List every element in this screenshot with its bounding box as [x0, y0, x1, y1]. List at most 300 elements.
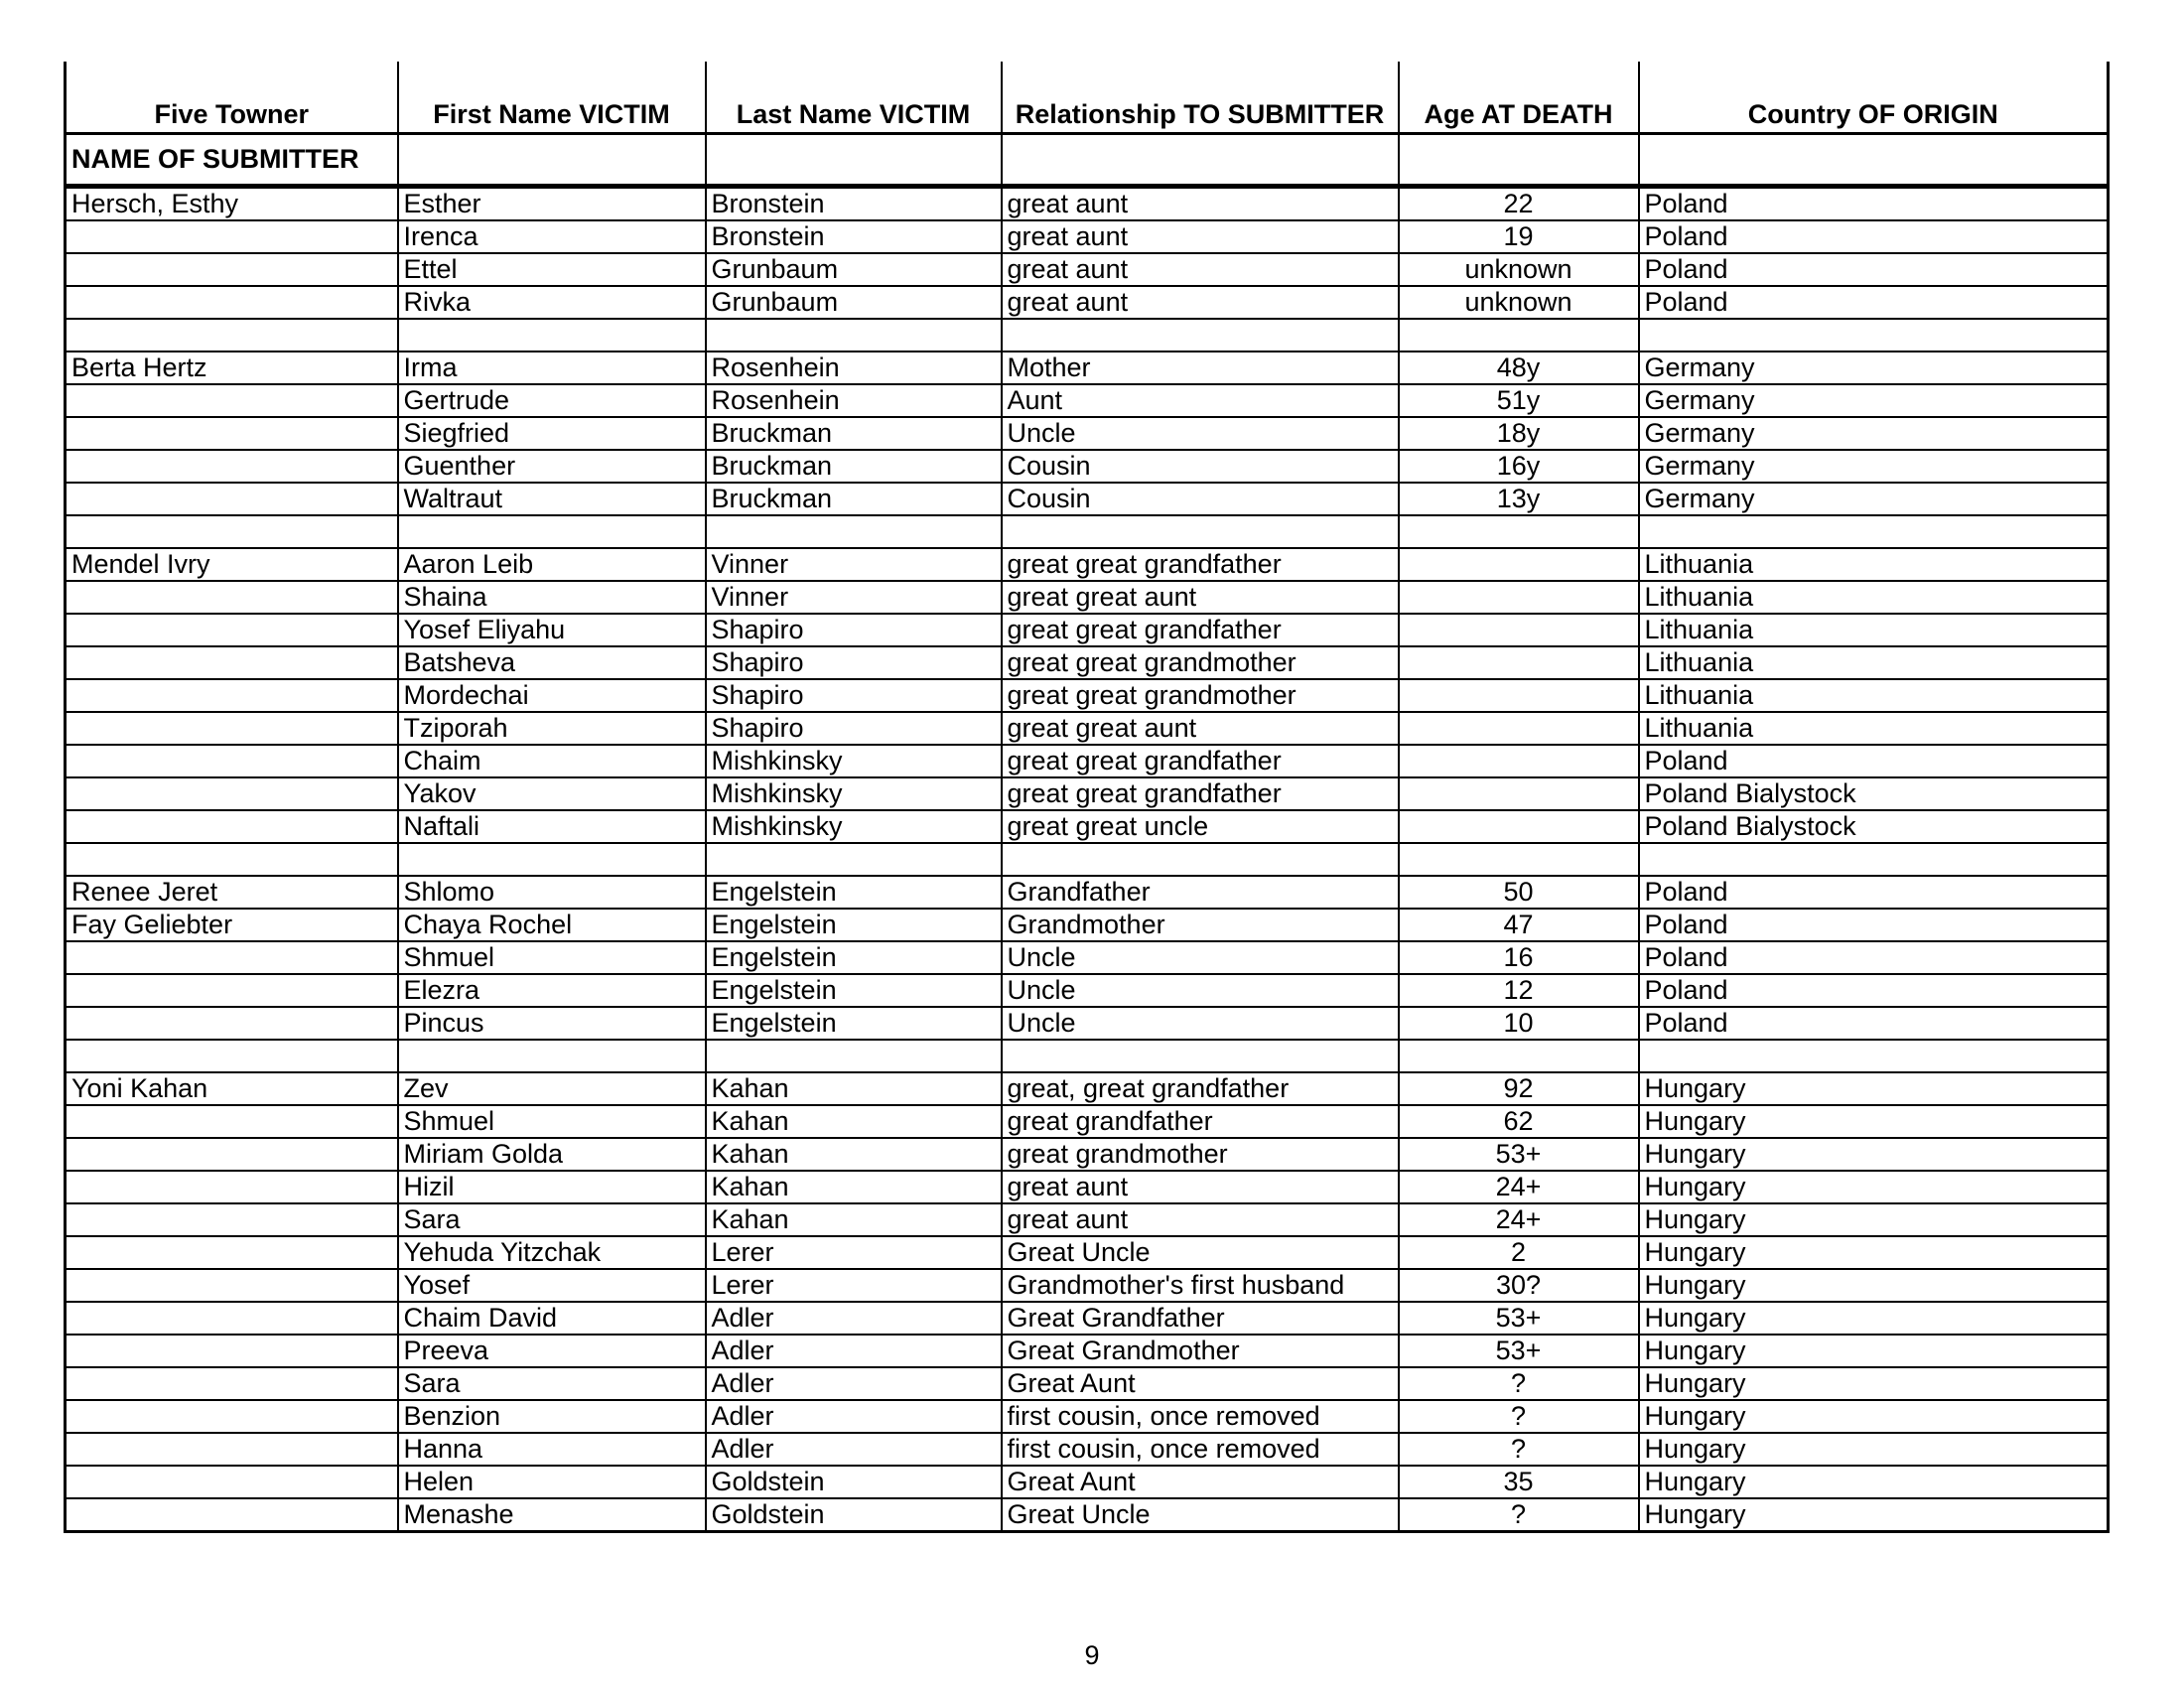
relationship-cell: Aunt [1002, 384, 1399, 417]
last-name-cell: Bruckman [706, 417, 1002, 450]
age-cell: 19 [1399, 220, 1639, 253]
last-name-cell: Shapiro [706, 646, 1002, 679]
age-cell [1399, 777, 1639, 810]
table-row [66, 417, 2109, 450]
submitter-cell [66, 1236, 398, 1269]
submitter-cell [66, 1335, 398, 1367]
age-cell [1399, 810, 1639, 843]
table-row [66, 1203, 2109, 1236]
first-name-cell: Yehuda Yitzchak [398, 1236, 706, 1269]
submitter-cell [66, 515, 398, 548]
first-name-cell: Tziporah [398, 712, 706, 745]
relationship-cell: great aunt [1002, 187, 1399, 221]
table-row [66, 810, 2109, 843]
first-name-cell: Shaina [398, 581, 706, 614]
submitter-cell [66, 1040, 398, 1072]
age-cell: 10 [1399, 1007, 1639, 1040]
age-cell: unknown [1399, 286, 1639, 319]
first-name-cell [398, 1040, 706, 1072]
first-name-cell: Aaron Leib [398, 548, 706, 581]
country-cell: Poland [1639, 220, 2109, 253]
header-five-towner: Five Towner [66, 62, 398, 134]
age-cell: 30? [1399, 1269, 1639, 1302]
table-row [66, 581, 2109, 614]
first-name-cell: Hanna [398, 1433, 706, 1466]
submitter-cell [66, 843, 398, 876]
table-row [66, 1466, 2109, 1498]
last-name-cell: Bruckman [706, 450, 1002, 483]
submitter-cell [66, 1400, 398, 1433]
country-cell: Hungary [1639, 1400, 2109, 1433]
relationship-cell: Grandmother's first husband [1002, 1269, 1399, 1302]
age-cell: 16 [1399, 941, 1639, 974]
last-name-cell: Bronstein [706, 220, 1002, 253]
last-name-cell: Rosenhein [706, 352, 1002, 384]
relationship-cell: first cousin, once removed [1002, 1400, 1399, 1433]
country-cell: Poland [1639, 909, 2109, 941]
first-name-cell [398, 843, 706, 876]
submitter-cell [66, 1203, 398, 1236]
table-row [66, 1138, 2109, 1171]
submitter-cell: Yoni Kahan [66, 1072, 398, 1105]
relationship-cell: Uncle [1002, 417, 1399, 450]
first-name-cell: Chaya Rochel [398, 909, 706, 941]
submitter-cell: Berta Hertz [66, 352, 398, 384]
last-name-cell: Adler [706, 1400, 1002, 1433]
table-row [66, 843, 2109, 876]
age-cell: 92 [1399, 1072, 1639, 1105]
country-cell: Hungary [1639, 1367, 2109, 1400]
country-cell: Germany [1639, 483, 2109, 515]
first-name-cell: Mordechai [398, 679, 706, 712]
country-cell: Germany [1639, 417, 2109, 450]
age-cell [1399, 646, 1639, 679]
country-cell: Poland [1639, 745, 2109, 777]
last-name-cell: Adler [706, 1433, 1002, 1466]
relationship-cell: Mother [1002, 352, 1399, 384]
age-cell: 53+ [1399, 1302, 1639, 1335]
age-cell: 47 [1399, 909, 1639, 941]
last-name-cell: Vinner [706, 581, 1002, 614]
table-row [66, 384, 2109, 417]
country-cell: Lithuania [1639, 614, 2109, 646]
relationship-cell: great aunt [1002, 220, 1399, 253]
age-cell: 53+ [1399, 1138, 1639, 1171]
submitter-cell [66, 384, 398, 417]
relationship-cell: Cousin [1002, 483, 1399, 515]
submitter-cell [66, 1171, 398, 1203]
last-name-cell: Rosenhein [706, 384, 1002, 417]
submitter-cell: Fay Geliebter [66, 909, 398, 941]
last-name-cell: Bruckman [706, 483, 1002, 515]
last-name-cell: Lerer [706, 1269, 1002, 1302]
age-cell [1399, 614, 1639, 646]
submitter-cell [66, 483, 398, 515]
country-cell: Hungary [1639, 1269, 2109, 1302]
first-name-cell: Shlomo [398, 876, 706, 909]
relationship-cell: Uncle [1002, 941, 1399, 974]
first-name-cell: Yosef [398, 1269, 706, 1302]
last-name-cell: Goldstein [706, 1466, 1002, 1498]
table-row [66, 876, 2109, 909]
table-row [66, 450, 2109, 483]
submitter-cell [66, 679, 398, 712]
relationship-cell: great great grandfather [1002, 548, 1399, 581]
country-cell: Hungary [1639, 1466, 2109, 1498]
first-name-cell: Waltraut [398, 483, 706, 515]
age-cell: 2 [1399, 1236, 1639, 1269]
last-name-cell: Mishkinsky [706, 777, 1002, 810]
submitter-cell: Renee Jeret [66, 876, 398, 909]
last-name-cell: Vinner [706, 548, 1002, 581]
age-cell: 12 [1399, 974, 1639, 1007]
first-name-cell: Hizil [398, 1171, 706, 1203]
age-cell: 51y [1399, 384, 1639, 417]
relationship-cell: Grandfather [1002, 876, 1399, 909]
country-cell: Germany [1639, 450, 2109, 483]
submitter-cell [66, 1367, 398, 1400]
table-row [66, 286, 2109, 319]
subheader-empty-cell [1639, 134, 2109, 187]
last-name-cell: Shapiro [706, 614, 1002, 646]
country-cell [1639, 515, 2109, 548]
table-row [66, 515, 2109, 548]
relationship-cell: great great aunt [1002, 712, 1399, 745]
last-name-cell: Adler [706, 1367, 1002, 1400]
last-name-cell: Engelstein [706, 941, 1002, 974]
relationship-cell: great aunt [1002, 1203, 1399, 1236]
table-row [66, 1105, 2109, 1138]
age-cell: 16y [1399, 450, 1639, 483]
last-name-cell [706, 515, 1002, 548]
first-name-cell: Benzion [398, 1400, 706, 1433]
first-name-cell: Sara [398, 1203, 706, 1236]
country-cell [1639, 843, 2109, 876]
age-cell [1399, 548, 1639, 581]
table-row [66, 679, 2109, 712]
first-name-cell: Miriam Golda [398, 1138, 706, 1171]
country-cell: Poland [1639, 187, 2109, 221]
relationship-cell [1002, 1040, 1399, 1072]
country-cell: Poland [1639, 253, 2109, 286]
relationship-cell: great great grandfather [1002, 777, 1399, 810]
relationship-cell: Uncle [1002, 974, 1399, 1007]
relationship-cell: Great Uncle [1002, 1236, 1399, 1269]
first-name-cell: Guenther [398, 450, 706, 483]
age-cell: ? [1399, 1498, 1639, 1532]
first-name-cell: Pincus [398, 1007, 706, 1040]
first-name-cell: Preeva [398, 1335, 706, 1367]
last-name-cell [706, 319, 1002, 352]
first-name-cell: Chaim David [398, 1302, 706, 1335]
last-name-cell [706, 843, 1002, 876]
last-name-cell: Bronstein [706, 187, 1002, 221]
last-name-cell: Shapiro [706, 712, 1002, 745]
table-row [66, 614, 2109, 646]
country-cell: Hungary [1639, 1203, 2109, 1236]
age-cell [1399, 712, 1639, 745]
header-age: Age AT DEATH [1399, 62, 1639, 134]
submitter-cell [66, 941, 398, 974]
table-row [66, 1302, 2109, 1335]
relationship-cell: great great grandfather [1002, 745, 1399, 777]
first-name-cell: Naftali [398, 810, 706, 843]
table-row [66, 909, 2109, 941]
age-cell: 35 [1399, 1466, 1639, 1498]
submitter-cell [66, 253, 398, 286]
relationship-cell: great great grandmother [1002, 679, 1399, 712]
submitter-cell [66, 1269, 398, 1302]
header-last-name: Last Name VICTIM [706, 62, 1002, 134]
last-name-cell: Engelstein [706, 1007, 1002, 1040]
first-name-cell [398, 319, 706, 352]
country-cell: Hungary [1639, 1236, 2109, 1269]
country-cell: Lithuania [1639, 646, 2109, 679]
country-cell: Poland [1639, 974, 2109, 1007]
table-row [66, 646, 2109, 679]
first-name-cell: Esther [398, 187, 706, 221]
relationship-cell [1002, 843, 1399, 876]
age-cell: unknown [1399, 253, 1639, 286]
last-name-cell: Kahan [706, 1105, 1002, 1138]
country-cell: Hungary [1639, 1433, 2109, 1466]
last-name-cell: Adler [706, 1302, 1002, 1335]
table-row [66, 352, 2109, 384]
first-name-cell: Ettel [398, 253, 706, 286]
submitter-cell [66, 1498, 398, 1532]
last-name-cell: Goldstein [706, 1498, 1002, 1532]
country-cell: Lithuania [1639, 712, 2109, 745]
age-cell: 48y [1399, 352, 1639, 384]
submitter-cell [66, 614, 398, 646]
country-cell: Hungary [1639, 1335, 2109, 1367]
submitter-cell [66, 417, 398, 450]
last-name-cell: Kahan [706, 1171, 1002, 1203]
victims-table [64, 62, 2110, 1533]
last-name-cell: Grunbaum [706, 286, 1002, 319]
country-cell [1639, 1040, 2109, 1072]
table-row [66, 1269, 2109, 1302]
first-name-cell: Gertrude [398, 384, 706, 417]
relationship-cell: Great Aunt [1002, 1367, 1399, 1400]
submitter-cell: Hersch, Esthy [66, 187, 398, 221]
table-row [66, 1400, 2109, 1433]
table-row [66, 319, 2109, 352]
first-name-cell: Rivka [398, 286, 706, 319]
table-row [66, 1498, 2109, 1532]
age-cell [1399, 515, 1639, 548]
country-cell: Germany [1639, 384, 2109, 417]
submitter-cell [66, 1138, 398, 1171]
country-cell: Poland [1639, 286, 2109, 319]
submitter-cell [66, 581, 398, 614]
relationship-cell [1002, 515, 1399, 548]
age-cell: 22 [1399, 187, 1639, 221]
country-cell: Poland [1639, 941, 2109, 974]
submitter-cell [66, 777, 398, 810]
country-cell: Poland Bialystock [1639, 777, 2109, 810]
subheader-empty-cell [1399, 134, 1639, 187]
relationship-cell: great grandfather [1002, 1105, 1399, 1138]
country-cell: Germany [1639, 352, 2109, 384]
relationship-cell: Great Aunt [1002, 1466, 1399, 1498]
submitter-cell [66, 1007, 398, 1040]
submitter-cell [66, 646, 398, 679]
age-cell [1399, 679, 1639, 712]
country-cell: Lithuania [1639, 548, 2109, 581]
age-cell [1399, 319, 1639, 352]
subheader-empty-cell [706, 134, 1002, 187]
last-name-cell: Mishkinsky [706, 745, 1002, 777]
subheader-empty-cell [398, 134, 706, 187]
age-cell: ? [1399, 1433, 1639, 1466]
country-cell: Lithuania [1639, 581, 2109, 614]
age-cell: 24+ [1399, 1203, 1639, 1236]
table-row [66, 187, 2109, 221]
submitter-cell [66, 319, 398, 352]
submitter-cell [66, 450, 398, 483]
header-first-name: First Name VICTIM [398, 62, 706, 134]
country-cell: Poland Bialystock [1639, 810, 2109, 843]
age-cell [1399, 745, 1639, 777]
submitter-cell [66, 1466, 398, 1498]
submitter-cell [66, 1105, 398, 1138]
first-name-cell: Irma [398, 352, 706, 384]
relationship-cell: Great Grandfather [1002, 1302, 1399, 1335]
country-cell: Hungary [1639, 1072, 2109, 1105]
table-row [66, 745, 2109, 777]
age-cell [1399, 843, 1639, 876]
age-cell: 62 [1399, 1105, 1639, 1138]
submitter-cell: Mendel Ivry [66, 548, 398, 581]
first-name-cell: Chaim [398, 745, 706, 777]
relationship-cell: great aunt [1002, 286, 1399, 319]
relationship-cell: great aunt [1002, 1171, 1399, 1203]
subheader-empty-cell [1002, 134, 1399, 187]
country-cell: Hungary [1639, 1171, 2109, 1203]
last-name-cell: Kahan [706, 1138, 1002, 1171]
country-cell: Poland [1639, 1007, 2109, 1040]
table-row [66, 1007, 2109, 1040]
header-relationship: Relationship TO SUBMITTER [1002, 62, 1399, 134]
age-cell: 50 [1399, 876, 1639, 909]
relationship-cell: great, great grandfather [1002, 1072, 1399, 1105]
relationship-cell: Great Grandmother [1002, 1335, 1399, 1367]
first-name-cell: Sara [398, 1367, 706, 1400]
relationship-cell: Great Uncle [1002, 1498, 1399, 1532]
relationship-cell: great great grandmother [1002, 646, 1399, 679]
age-cell: 53+ [1399, 1335, 1639, 1367]
country-cell: Hungary [1639, 1138, 2109, 1171]
relationship-cell: Grandmother [1002, 909, 1399, 941]
relationship-cell: great great aunt [1002, 581, 1399, 614]
submitter-cell [66, 220, 398, 253]
country-cell [1639, 319, 2109, 352]
header-country: Country OF ORIGIN [1639, 62, 2109, 134]
age-cell [1399, 1040, 1639, 1072]
table-row [66, 483, 2109, 515]
submitter-cell [66, 286, 398, 319]
last-name-cell: Engelstein [706, 974, 1002, 1007]
relationship-cell: great great grandfather [1002, 614, 1399, 646]
submitter-cell [66, 1433, 398, 1466]
table-row [66, 777, 2109, 810]
table-row [66, 1171, 2109, 1203]
table-row [66, 1040, 2109, 1072]
first-name-cell [398, 515, 706, 548]
first-name-cell: Shmuel [398, 1105, 706, 1138]
last-name-cell: Kahan [706, 1203, 1002, 1236]
last-name-cell: Mishkinsky [706, 810, 1002, 843]
table-row [66, 253, 2109, 286]
page-number: 9 [1084, 1640, 1100, 1670]
first-name-cell: Zev [398, 1072, 706, 1105]
first-name-cell: Elezra [398, 974, 706, 1007]
relationship-cell: first cousin, once removed [1002, 1433, 1399, 1466]
table-row [66, 941, 2109, 974]
age-cell: 24+ [1399, 1171, 1639, 1203]
country-cell: Hungary [1639, 1498, 2109, 1532]
country-cell: Hungary [1639, 1302, 2109, 1335]
age-cell: ? [1399, 1367, 1639, 1400]
relationship-cell: great aunt [1002, 253, 1399, 286]
table-row [66, 1433, 2109, 1466]
relationship-cell: Uncle [1002, 1007, 1399, 1040]
first-name-cell: Menashe [398, 1498, 706, 1532]
submitter-cell [66, 745, 398, 777]
relationship-cell [1002, 319, 1399, 352]
table-row [66, 548, 2109, 581]
country-cell: Poland [1639, 876, 2109, 909]
relationship-cell: great grandmother [1002, 1138, 1399, 1171]
table-row [66, 220, 2109, 253]
last-name-cell: Engelstein [706, 876, 1002, 909]
first-name-cell: Yosef Eliyahu [398, 614, 706, 646]
first-name-cell: Batsheva [398, 646, 706, 679]
first-name-cell: Yakov [398, 777, 706, 810]
age-cell: 13y [1399, 483, 1639, 515]
table-row [66, 1236, 2109, 1269]
country-cell: Lithuania [1639, 679, 2109, 712]
last-name-cell: Lerer [706, 1236, 1002, 1269]
table-row [66, 1072, 2109, 1105]
last-name-cell: Engelstein [706, 909, 1002, 941]
last-name-cell [706, 1040, 1002, 1072]
submitter-cell [66, 810, 398, 843]
victims-table-container [64, 62, 2107, 1533]
last-name-cell: Grunbaum [706, 253, 1002, 286]
table-row [66, 1367, 2109, 1400]
submitter-cell [66, 974, 398, 1007]
age-cell: 18y [1399, 417, 1639, 450]
first-name-cell: Irenca [398, 220, 706, 253]
last-name-cell: Shapiro [706, 679, 1002, 712]
table-row [66, 712, 2109, 745]
table-row [66, 974, 2109, 1007]
subheader-row [66, 134, 2109, 187]
relationship-cell: great great uncle [1002, 810, 1399, 843]
first-name-cell: Siegfried [398, 417, 706, 450]
header-row [66, 62, 2109, 134]
age-cell [1399, 581, 1639, 614]
submitter-cell [66, 1302, 398, 1335]
table-row [66, 1335, 2109, 1367]
first-name-cell: Shmuel [398, 941, 706, 974]
last-name-cell: Adler [706, 1335, 1002, 1367]
first-name-cell: Helen [398, 1466, 706, 1498]
subheader-name-of-submitter: NAME OF SUBMITTER [66, 134, 398, 187]
table-body [66, 187, 2109, 1532]
